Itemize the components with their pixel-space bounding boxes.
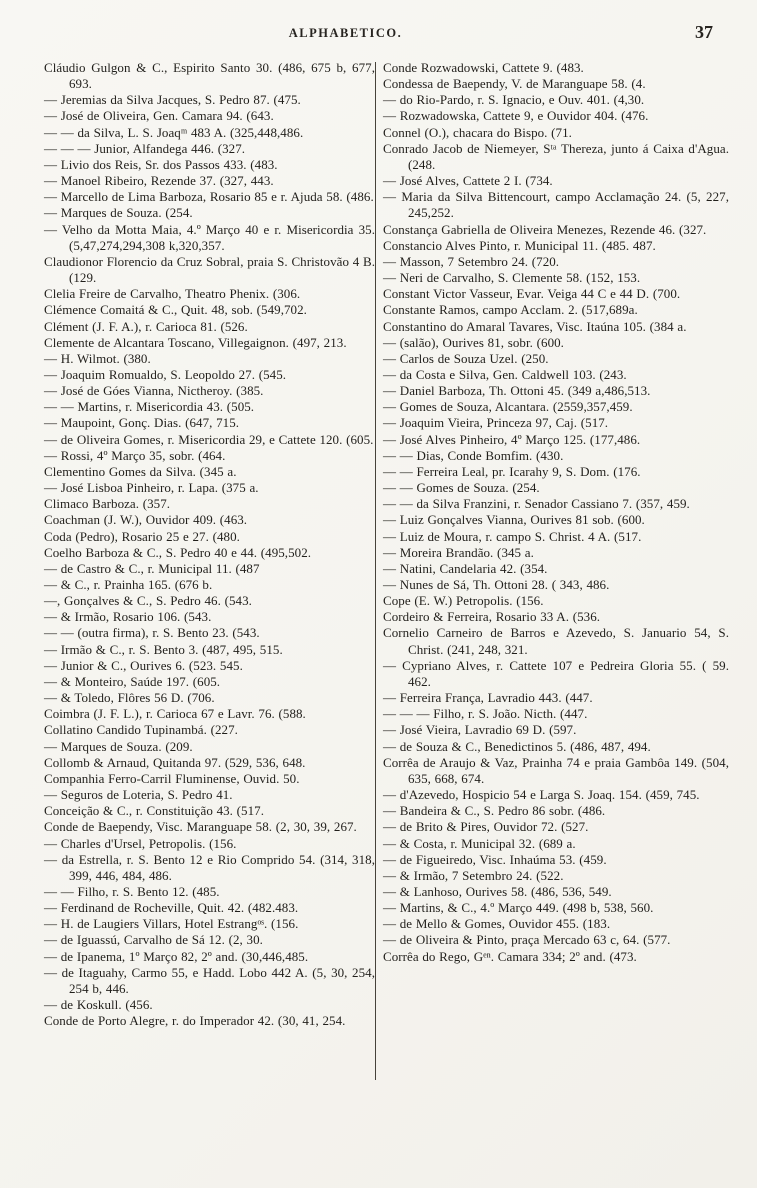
- directory-entry: — de Oliveira Gomes, r. Misericordia 29, e Cattete 120. (605.: [44, 431, 374, 447]
- directory-entry: — de Koskull. (456.: [44, 997, 153, 1013]
- directory-entry: Coda (Pedro), Rosario 25 e 27. (480.: [44, 528, 240, 544]
- right-column: [376, 60, 729, 1148]
- directory-entry: — Moreira Brandão. (345 a.: [383, 544, 534, 560]
- directory-entry: Clelia Freire de Carvalho, Theatro Phenix. (306.: [44, 286, 301, 302]
- directory-entry: — Rossi, 4º Março 35, sobr. (464.: [44, 447, 226, 463]
- directory-entry: — H. de Laugiers Villars, Hotel Estrangᵒˢ. (156.: [44, 916, 299, 932]
- directory-entry: — Ferreira França, Lavradio 443. (447.: [383, 690, 593, 706]
- directory-entry: — Carlos de Souza Uzel. (250.: [383, 350, 549, 366]
- directory-entry: Cordeiro & Ferreira, Rosario 33 A. (536.: [383, 609, 601, 625]
- directory-entry: — Maupoint, Gonç. Dias. (647, 715.: [44, 415, 240, 431]
- left-column: [44, 60, 375, 1148]
- directory-entry: — Neri de Carvalho, S. Clemente 58. (152, 153.: [383, 270, 641, 286]
- directory-entry: Constante Ramos, campo Acclam. 2. (517,689a.: [383, 302, 638, 318]
- directory-entry: — — (outra firma), r. S. Bento 23. (543.: [44, 625, 260, 641]
- directory-entry: Constant Victor Vasseur, Evar. Veiga 44 C e 44 D. (700.: [383, 286, 681, 302]
- directory-entry: — de Itaguahy, Carmo 55, e Hadd. Lobo 442 A. (5, 30, 254, 254 b, 446.: [44, 964, 375, 996]
- directory-entry: — — Filho, r. S. Bento 12. (485.: [44, 883, 220, 899]
- directory-entry: — Seguros de Loteria, S. Pedro 41.: [44, 787, 233, 803]
- directory-entry: — & C., r. Prainha 165. (676 b.: [44, 577, 213, 592]
- directory-entry: — Maria da Silva Bittencourt, campo Acclamação 24. (5, 227, 245,252.: [383, 189, 729, 221]
- directory-columns: [44, 60, 729, 1148]
- directory-entry: Coimbra (J. F. L.), r. Carioca 67 e Lavr. 76. (588.: [44, 706, 306, 722]
- directory-entry: — Marques de Souza. (209.: [44, 738, 193, 754]
- directory-entry: — de Figueiredo, Visc. Inhaúma 53. (459.: [383, 851, 607, 867]
- directory-entry: — do Rio-Pardo, r. S. Ignacio, e Ouv. 401. (4,30.: [383, 92, 645, 108]
- directory-entry: Condessa de Baependy, V. de Maranguape 58. (4.: [383, 76, 646, 92]
- directory-entry: — José Lisboa Pinheiro, r. Lapa. (375 a.: [44, 480, 259, 496]
- directory-entry: — & Irmão, 7 Setembro 24. (522.: [383, 867, 564, 883]
- directory-entry: — de Brito & Pires, Ouvidor 72. (527.: [383, 819, 589, 835]
- directory-entry: Companhia Ferro-Carril Fluminense, Ouvid. 50.: [44, 770, 300, 786]
- directory-entry: Corrêa de Araujo & Vaz, Prainha 74 e praia Gambôa 149. (504, 635, 668, 674.: [383, 754, 729, 786]
- directory-entry: — de Castro & C., r. Municipal 11. (487: [44, 560, 260, 576]
- directory-entry: — da Estrella, r. S. Bento 12 e Rio Comprido 54. (314, 318, 399, 446, 484, 486.: [44, 851, 375, 883]
- directory-entry: — — da Silva Franzini, r. Senador Cassiano 7. (357, 459.: [383, 496, 690, 512]
- directory-entry: Coachman (J. W.), Ouvidor 409. (463.: [44, 512, 248, 528]
- directory-entry: — Marcello de Lima Barboza, Rosario 85 e r. Ajuda 58. (486.: [44, 189, 374, 205]
- directory-entry: —, Gonçalves & C., S. Pedro 46. (543.: [44, 593, 252, 609]
- directory-entry: Connel (O.), chacara do Bispo. (71.: [383, 124, 572, 140]
- directory-entry: — de Iguassú, Carvalho de Sá 12. (2, 30.: [44, 932, 263, 948]
- directory-entry: — — Martins, r. Misericordia 43. (505.: [44, 399, 255, 415]
- directory-entry: — Joaquim Romualdo, S. Leopoldo 27. (545.: [44, 366, 287, 382]
- directory-entry: — H. Wilmot. (380.: [44, 350, 151, 366]
- directory-entry: Constantino do Amaral Tavares, Visc. Itaúna 105. (384 a.: [383, 318, 687, 334]
- directory-entry: Clément (J. F. A.), r. Carioca 81. (526.: [44, 318, 248, 334]
- directory-entry: — Junior & C., Ourives 6. (523. 545.: [44, 657, 243, 673]
- directory-entry: — Livio dos Reis, Sr. dos Passos 433. (483.: [44, 156, 278, 172]
- directory-entry: — — da Silva, L. S. Joaqᵐ 483 A. (325,448,486.: [44, 124, 304, 140]
- page-number: 37: [695, 22, 713, 42]
- directory-entry: — Luiz de Moura, r. campo S. Christ. 4 A. (517.: [383, 528, 642, 544]
- directory-entry: Climaco Barboza. (357.: [44, 496, 171, 512]
- directory-entry: — Marques de Souza. (254.: [44, 205, 193, 221]
- directory-entry: Constancio Alves Pinto, r. Municipal 11. (485. 487.: [383, 237, 656, 253]
- directory-entry: — José de Góes Vianna, Nictheroy. (385.: [44, 383, 264, 399]
- running-title: ALPHABETICO.: [288, 26, 403, 40]
- directory-entry: — Luiz Gonçalves Vianna, Ourives 81 sob. (600.: [383, 512, 645, 528]
- directory-entry: — Natini, Candelaria 42. (354.: [383, 560, 548, 576]
- directory-entry: — Gomes de Souza, Alcantara. (2559,357,459.: [383, 399, 633, 415]
- directory-entry: — Nunes de Sá, Th. Ottoni 28. ( 343, 486.: [383, 577, 610, 592]
- directory-entry: Cope (E. W.) Petropolis. (156.: [383, 593, 544, 609]
- directory-entry: Clementino Gomes da Silva. (345 a.: [44, 463, 237, 479]
- directory-entry: Conde de Baependy, Visc. Maranguape 58. (2, 30, 39, 267.: [44, 819, 357, 835]
- directory-entry: — Martins, & C., 4.º Março 449. (498 b, 538, 560.: [383, 900, 654, 916]
- directory-entry: — de Oliveira & Pinto, praça Mercado 63 c, 64. (577.: [383, 932, 671, 948]
- directory-entry: Clemente de Alcantara Toscano, Villegaignon. (497, 213.: [44, 334, 347, 350]
- directory-entry: — & Irmão, Rosario 106. (543.: [44, 609, 212, 625]
- directory-entry: — José de Oliveira, Gen. Camara 94. (643.: [44, 108, 274, 124]
- directory-entry: — — Gomes de Souza. (254.: [383, 480, 540, 496]
- directory-entry: — Joaquim Vieira, Princeza 97, Caj. (517.: [383, 415, 609, 431]
- directory-entry: — Bandeira & C., S. Pedro 86 sobr. (486.: [383, 803, 606, 819]
- directory-entry: — Velho da Motta Maia, 4.º Março 40 e r. Misericordia 35. (5,47,274,294,308 k,320,357.: [44, 221, 375, 253]
- directory-entry: — Irmão & C., r. S. Bento 3. (487, 495, 515.: [44, 641, 283, 657]
- directory-entry: Collomb & Arnaud, Quitanda 97. (529, 536, 648.: [44, 754, 306, 770]
- directory-entry: — José Vieira, Lavradio 69 D. (597.: [383, 722, 577, 738]
- directory-entry: — — Dias, Conde Bomfim. (430.: [383, 447, 564, 463]
- directory-entry: — Ferdinand de Rocheville, Quit. 42. (482.483.: [44, 900, 299, 916]
- directory-entry: Cornelio Carneiro de Barros e Azevedo, S. Januario 54, S. Christ. (241, 248, 321.: [383, 625, 729, 657]
- directory-entry: Claudionor Florencio da Cruz Sobral, praia S. Christovão 4 B. (129.: [44, 253, 375, 286]
- directory-entry: Conde de Porto Alegre, r. do Imperador 42. (30, 41, 254.: [44, 1013, 346, 1029]
- directory-entry: — (salão), Ourives 81, sobr. (600.: [383, 334, 564, 350]
- directory-entry: Conrado Jacob de Niemeyer, Sᵗᵃ Thereza, junto á Caixa d'Agua. (248.: [383, 140, 729, 172]
- directory-entry: — da Costa e Silva, Gen. Caldwell 103. (243.: [383, 366, 627, 382]
- directory-entry: — Cypriano Alves, r. Cattete 107 e Pedreira Gloria 55. ( 59. 462.: [383, 657, 729, 689]
- directory-entry: — Daniel Barboza, Th. Ottoni 45. (349 a,486,513.: [383, 383, 651, 399]
- directory-entry: — — — Filho, r. S. João. Nicth. (447.: [383, 706, 588, 722]
- directory-entry: — & Costa, r. Municipal 32. (689 a.: [383, 835, 576, 851]
- directory-entry: Conde Rozwadowski, Cattete 9. (483.: [383, 60, 584, 75]
- directory-entry: — de Ipanema, 1º Março 82, 2º and. (30,446,485.: [44, 948, 309, 964]
- directory-entry: — & Monteiro, Saúde 197. (605.: [44, 673, 221, 689]
- directory-entry: — de Souza & C., Benedictinos 5. (486, 487, 494.: [383, 738, 651, 754]
- directory-entry: — d'Azevedo, Hospicio 54 e Larga S. Joaq. 154. (459, 745.: [383, 787, 700, 803]
- directory-entry: Clémence Comaitá & C., Quit. 48, sob. (549,702.: [44, 302, 307, 318]
- directory-entry: — & Lanhoso, Ourives 58. (486, 536, 549.: [383, 883, 612, 899]
- directory-entry: Corrêa do Rego, Gᵉⁿ. Camara 334; 2º and. (473.: [383, 948, 637, 964]
- directory-entry: — de Mello & Gomes, Ouvidor 455. (183.: [383, 916, 611, 932]
- directory-entry: — — — Junior, Alfandega 446. (327.: [44, 140, 246, 156]
- directory-entry: — Charles d'Ursel, Petropolis. (156.: [44, 835, 237, 851]
- directory-entry: Coelho Barboza & C., S. Pedro 40 e 44. (495,502.: [44, 544, 312, 560]
- directory-entry: — Masson, 7 Setembro 24. (720.: [383, 253, 560, 269]
- directory-entry: — Jeremias da Silva Jacques, S. Pedro 87. (475.: [44, 92, 301, 108]
- directory-entry: Conceição & C., r. Constituição 43. (517.: [44, 803, 265, 819]
- directory-entry: — Manoel Ribeiro, Rezende 37. (327, 443.: [44, 173, 274, 189]
- directory-entry: — — Ferreira Leal, pr. Icarahy 9, S. Dom. (176.: [383, 463, 641, 479]
- page-header: [44, 22, 727, 48]
- directory-entry: Cláudio Gulgon & C., Espirito Santo 30. (486, 675 b, 677, 693.: [44, 60, 375, 92]
- directory-entry: — José Alves Pinheiro, 4º Março 125. (177,486.: [383, 431, 641, 447]
- directory-entry: — & Toledo, Flôres 56 D. (706.: [44, 690, 215, 706]
- directory-entry: Constança Gabriella de Oliveira Menezes, Rezende 46. (327.: [383, 221, 707, 237]
- directory-entry: — José Alves, Cattete 2 I. (734.: [383, 173, 553, 189]
- directory-entry: — Rozwadowska, Cattete 9, e Ouvidor 404. (476.: [383, 108, 649, 124]
- directory-entry: Collatino Candido Tupinambá. (227.: [44, 722, 238, 738]
